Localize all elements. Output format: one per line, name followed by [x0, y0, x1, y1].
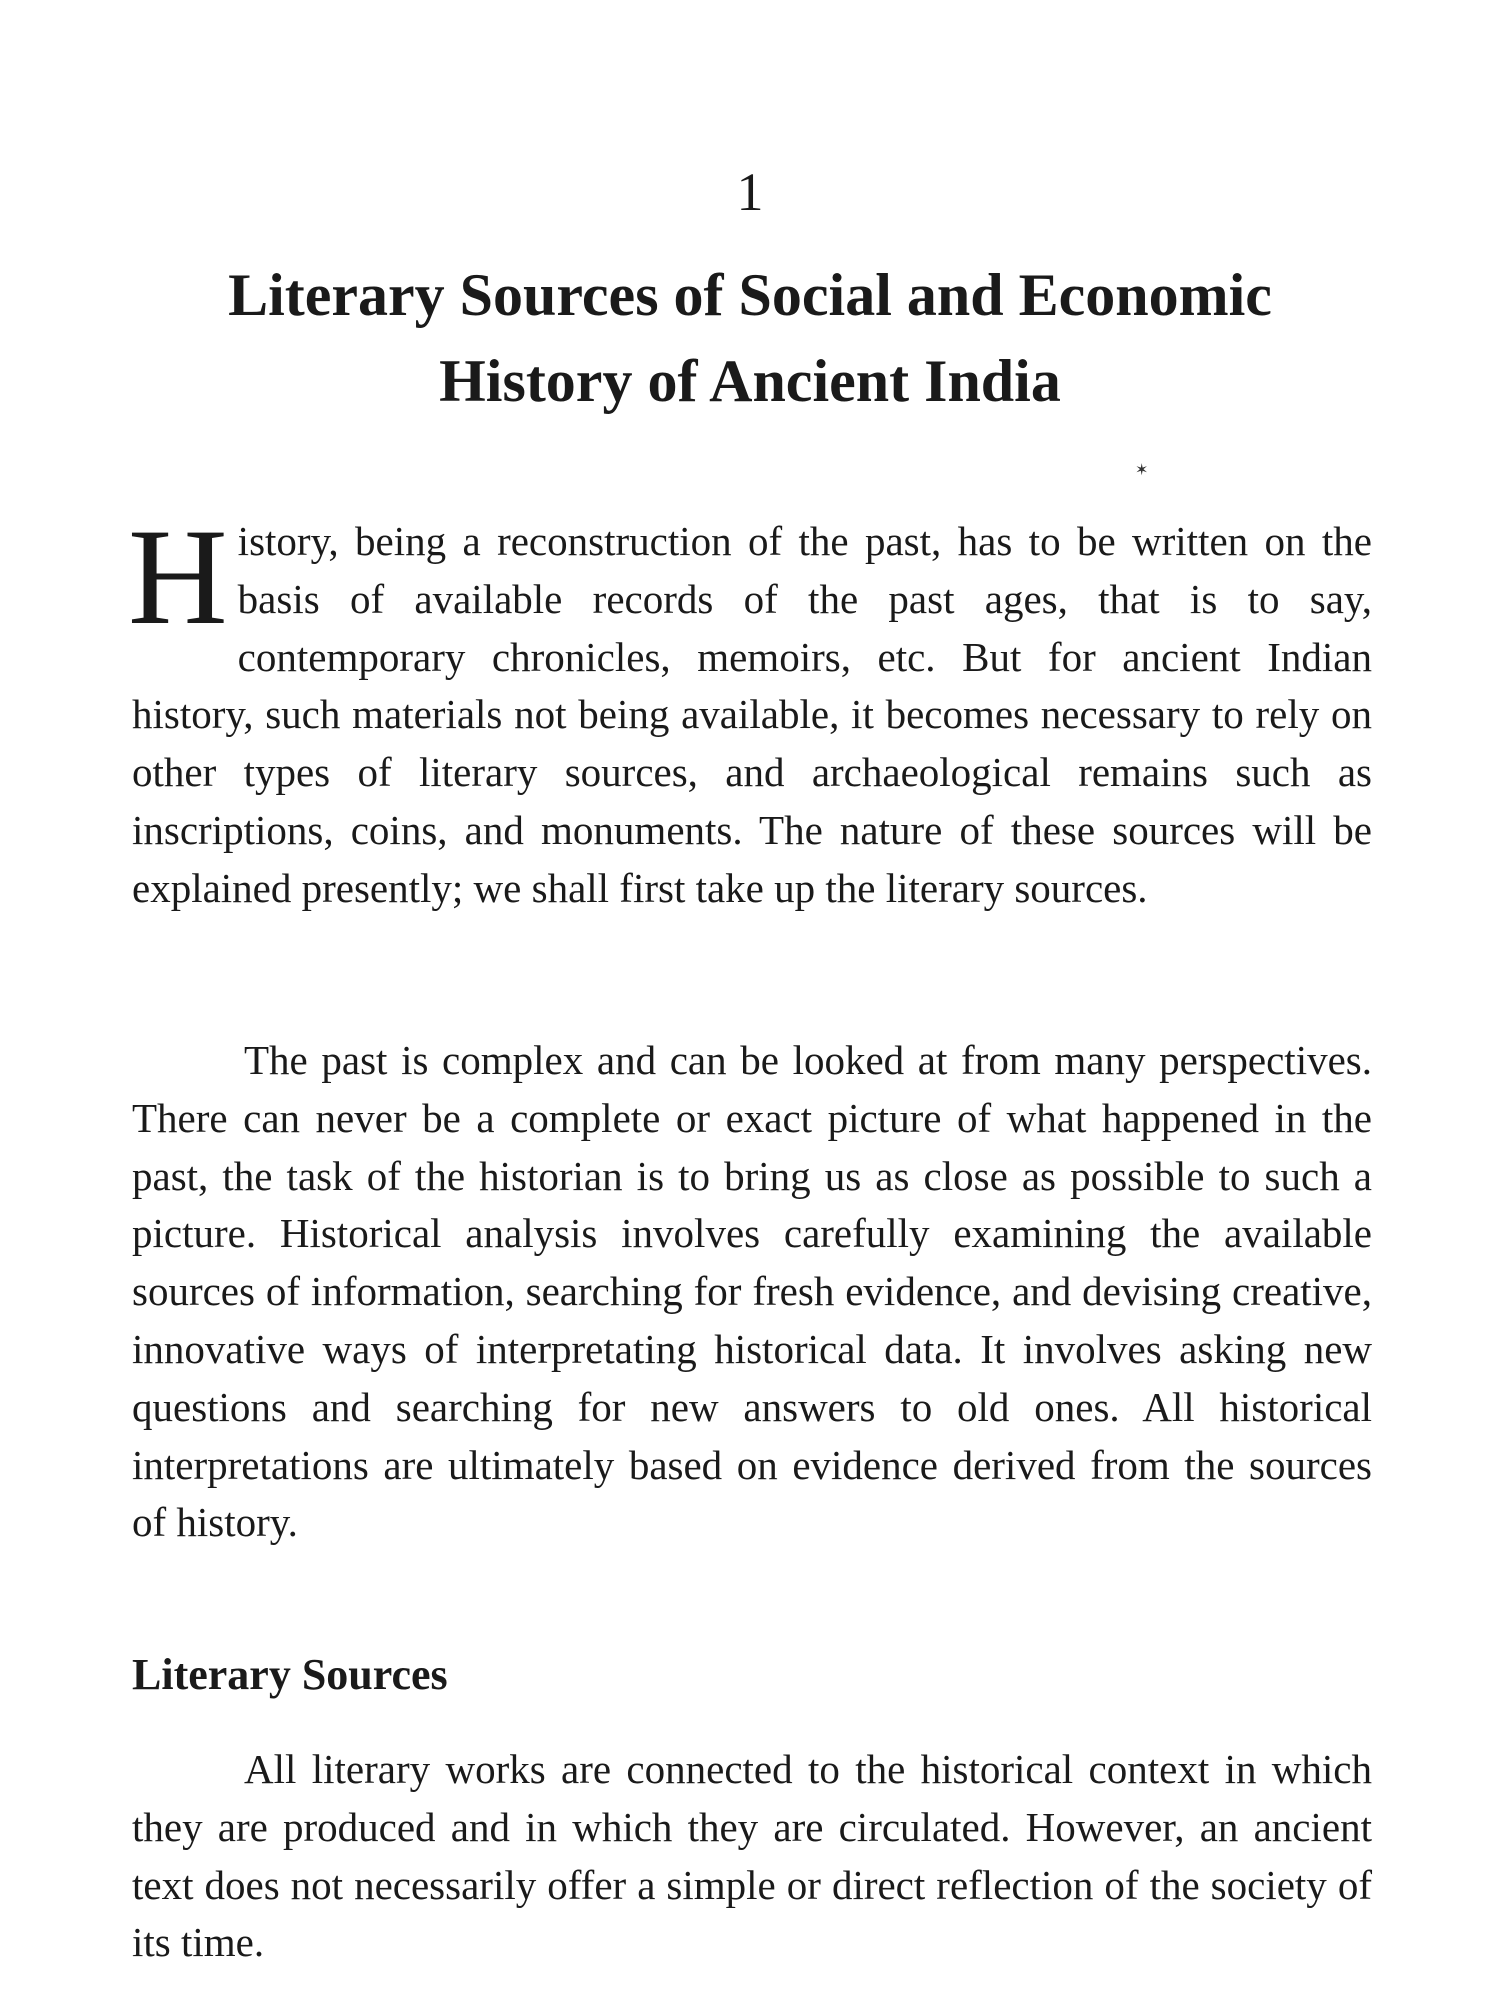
- intro-paragraph-text: istory, being a reconstruction of the past, has to be written on the basis of available records of the past ages, that is to say, contemporary chronicles, memoirs, etc. But for ancient Indian history, such materials not being available, it becomes necessary to rely on other types of literary sources, and archaeological remains such as inscriptions, coins, and monuments. The nature of these sources will be explained presently; we shall first take up the literary sources.: [132, 518, 1372, 911]
- second-paragraph: The past is complex and can be looked at from many perspectives. There can never be a complete or exact picture of what happened in the past, the task of the historian is to bring us as close as possible to such a picture. Historical analysis involves carefully examining the available sources of information, searching for fresh evidence, and devising creative, innovative ways of interpretating historical data. It involves asking new questions and searching for new answers to old ones. All historical interpretations are ultimately based on evidence derived from the sources of history.: [132, 1037, 1372, 1546]
- drop-cap: H: [128, 500, 228, 653]
- chapter-title-line-2: History of Ancient India: [439, 348, 1061, 414]
- section-paragraph: All literary works are connected to the historical context in which they are produced and in which they are circulated. However, an ancient text does not necessarily offer a simple or direct reflection of the society of its time.: [132, 1746, 1372, 1966]
- intro-paragraph: [128, 500, 1372, 918]
- stray-print-mark: ✶: [1135, 462, 1149, 479]
- chapter-title-line-1: Literary Sources of Social and Economic: [228, 262, 1272, 328]
- section-heading: Literary Sources: [132, 1650, 448, 1699]
- chapter-title: [120, 252, 1380, 424]
- chapter-number: 1: [736, 162, 764, 222]
